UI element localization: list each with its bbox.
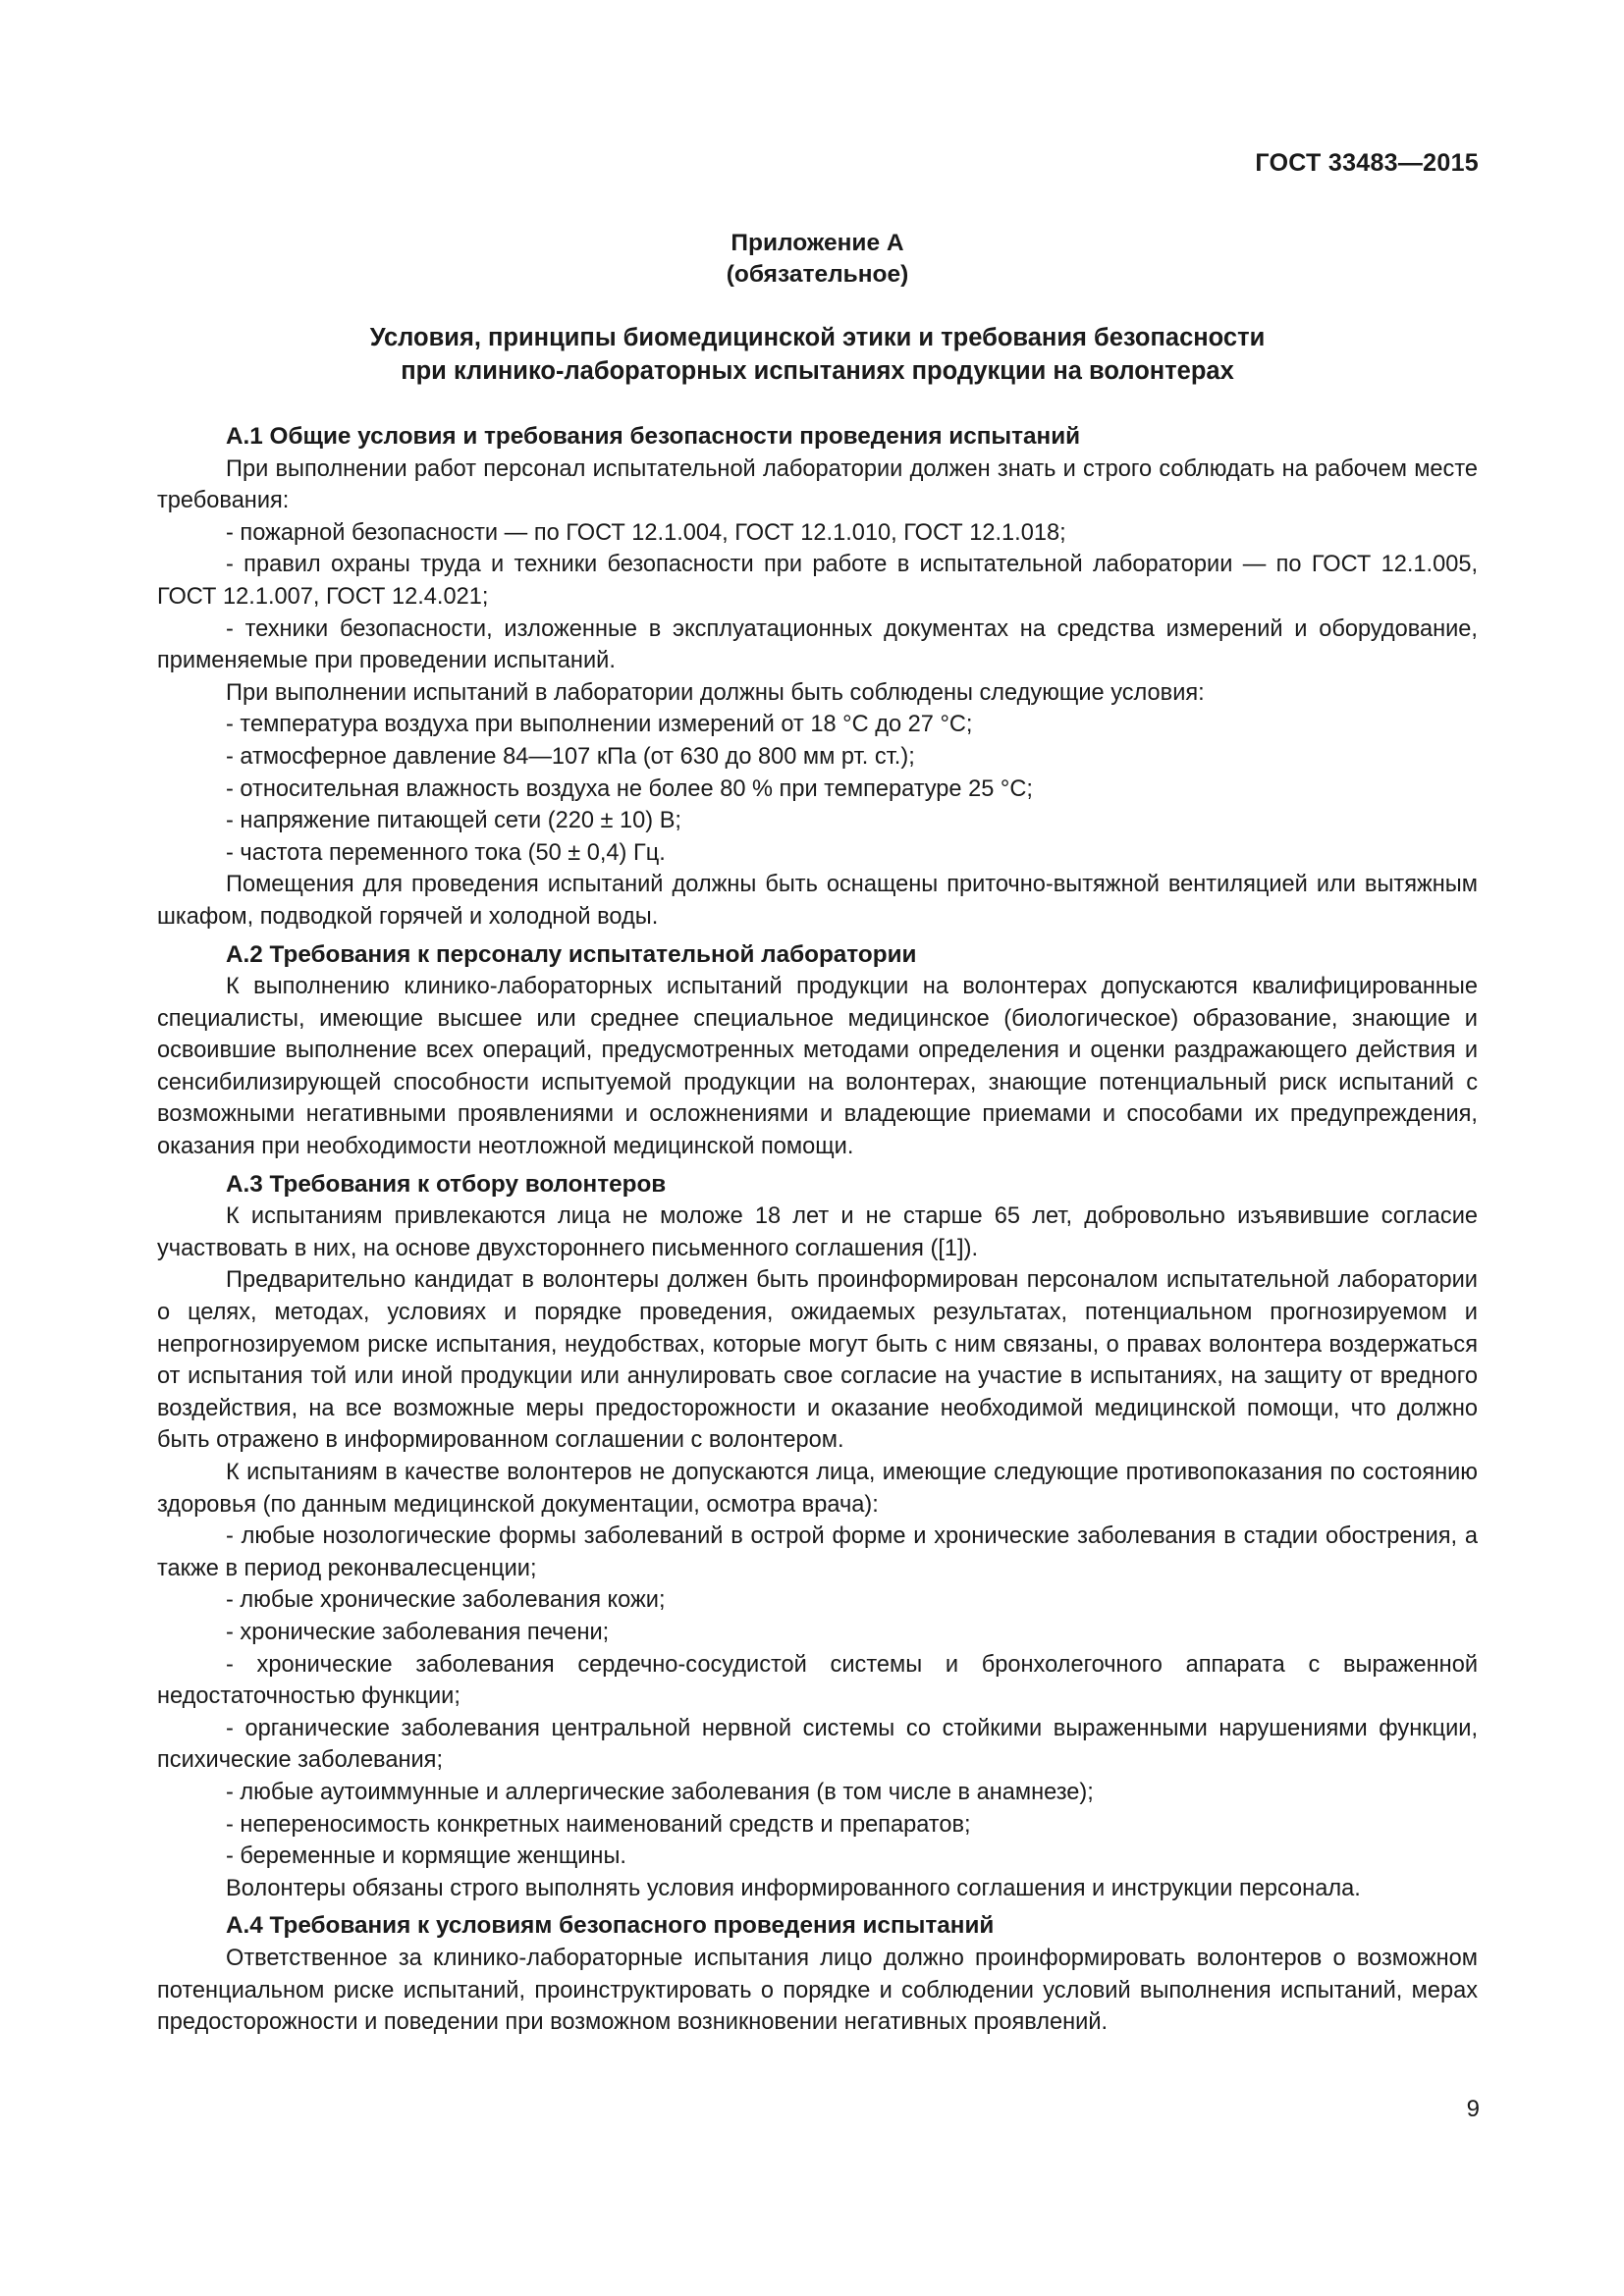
appendix-caption xyxy=(157,228,1478,291)
list-item: - пожарной безопасности — по ГОСТ 12.1.004, ГОСТ 12.1.010, ГОСТ 12.1.018; xyxy=(226,519,1066,546)
page-content xyxy=(157,228,1478,2039)
paragraph: Ответственное за клинико-лабораторные испытания лицо должно проинформировать волонтеров о возможном потенциальном риске испытаний, проинструктировать о порядке и соблюдении условий выполнения испытаний, мерах предосторожности и поведении при возможном возникновении негативных проявлений. xyxy=(157,1945,1478,2036)
paragraph: К выполнению клинико-лабораторных испытаний продукции на волонтерах допускаются квалифицированные специалисты, имеющие высшее или среднее специальное медицинское (биологическое) образование, знающие и освоившие выполнение всех операций, предусмотренных методами определения и оценки раздражающего действия и сенсибилизирующей способности испытуемой продукции на волонтерах, знающие потенциальный риск испытаний с возможными негативными проявлениями и осложнениями и владеющие приемами и способами их предупреждения, оказания при необходимости неотложной медицинской помощи. xyxy=(157,974,1478,1160)
appendix-label: Приложение А xyxy=(731,230,904,256)
standard-code: ГОСТ 33483—2015 xyxy=(1255,149,1479,177)
section-a4-heading: А.4 Требования к условиям безопасного проведения испытаний xyxy=(226,1912,995,1940)
paragraph: К испытаниям привлекаются лица не моложе 18 лет и не старше 65 лет, добровольно изъявившие согласие участвовать в них, на основе двухстороннего письменного соглашения ([1]). xyxy=(157,1203,1478,1261)
list-item: - относительная влажность воздуха не более 80 % при температуре 25 °С; xyxy=(226,775,1033,802)
appendix-title-line-1: Условия, принципы биомедицинской этики и требования безопасности xyxy=(369,324,1266,351)
appendix-title xyxy=(157,321,1478,388)
list-item: - напряжение питающей сети (220 ± 10) В; xyxy=(226,808,681,834)
section-a2-heading: А.2 Требования к персоналу испытательной лаборатории xyxy=(226,940,917,968)
section-a3-heading: А.3 Требования к отбору волонтеров xyxy=(226,1170,667,1198)
paragraph: К испытаниям в качестве волонтеров не допускаются лица, имеющие следующие противопоказания по состоянию здоровья (по данным медицинской документации, осмотра врача): xyxy=(157,1460,1478,1518)
paragraph: Волонтеры обязаны строго выполнять условия информированного соглашения и инструкции персонала. xyxy=(226,1875,1361,1901)
list-item: - беременные и кормящие женщины. xyxy=(226,1843,626,1870)
list-item: - атмосферное давление 84—107 кПа (от 630 до 800 мм рт. ст.); xyxy=(226,743,915,770)
list-item: - техники безопасности, изложенные в эксплуатационных документах на средства измерений и оборудование, применяемые при проведении испытаний. xyxy=(157,615,1478,674)
list-item: - частота переменного тока (50 ± 0,4) Гц. xyxy=(226,839,666,866)
paragraph: При выполнении испытаний в лаборатории должны быть соблюдены следующие условия: xyxy=(226,679,1205,706)
paragraph: Предварительно кандидат в волонтеры должен быть проинформирован персоналом испытательной лаборатории о целях, методах, условиях и порядке проведения, ожидаемых результатах, потенциальном прогнозируемом и непрогнозируемом риске испытания, неудобствах, которые могут быть с ним связаны, о правах волонтера воздержаться от испытания той или иной продукции или аннулировать свое согласие на участие в испытаниях, на защиту от вредного воздействия, на все возможные меры предосторожности и оказание необходимой медицинской помощи, что должно быть отражено в информированном соглашении с волонтером. xyxy=(157,1267,1478,1454)
appendix-status: (обязательное) xyxy=(726,261,909,288)
list-item: - непереносимость конкретных наименований средств и препаратов; xyxy=(226,1811,971,1838)
list-item: - правил охраны труда и техники безопасности при работе в испытательной лаборатории — по ГОСТ 12.1.005, ГОСТ 12.1.007, ГОСТ 12.4.021; xyxy=(157,552,1478,610)
paragraph: При выполнении работ персонал испытательной лаборатории должен знать и строго соблюдать на рабочем месте требования: xyxy=(157,455,1478,514)
list-item: - хронические заболевания сердечно-сосудистой системы и бронхолегочного аппарата с выраженной недостаточностью функции; xyxy=(157,1651,1478,1710)
list-item: - хронические заболевания печени; xyxy=(226,1619,610,1645)
list-item: - органические заболевания центральной нервной системы со стойкими выраженными нарушениями функции, психические заболевания; xyxy=(157,1715,1478,1774)
list-item: - любые хронические заболевания кожи; xyxy=(226,1587,666,1614)
list-item: - любые нозологические формы заболеваний в острой форме и хронические заболевания в стадии обострения, а также в период реконвалесценции; xyxy=(157,1523,1478,1581)
list-item: - температура воздуха при выполнении измерений от 18 °С до 27 °С; xyxy=(226,712,973,738)
page-number: 9 xyxy=(1466,2096,1480,2122)
paragraph: Помещения для проведения испытаний должны быть оснащены приточно-вытяжной вентиляцией или вытяжным шкафом, подводкой горячей и холодной воды. xyxy=(157,872,1478,930)
section-a1-heading: А.1 Общие условия и требования безопасности проведения испытаний xyxy=(226,423,1081,450)
appendix-title-line-2: при клинико-лабораторных испытаниях продукции на волонтерах xyxy=(401,357,1234,385)
list-item: - любые аутоиммунные и аллергические заболевания (в том числе в анамнезе); xyxy=(226,1779,1094,1805)
